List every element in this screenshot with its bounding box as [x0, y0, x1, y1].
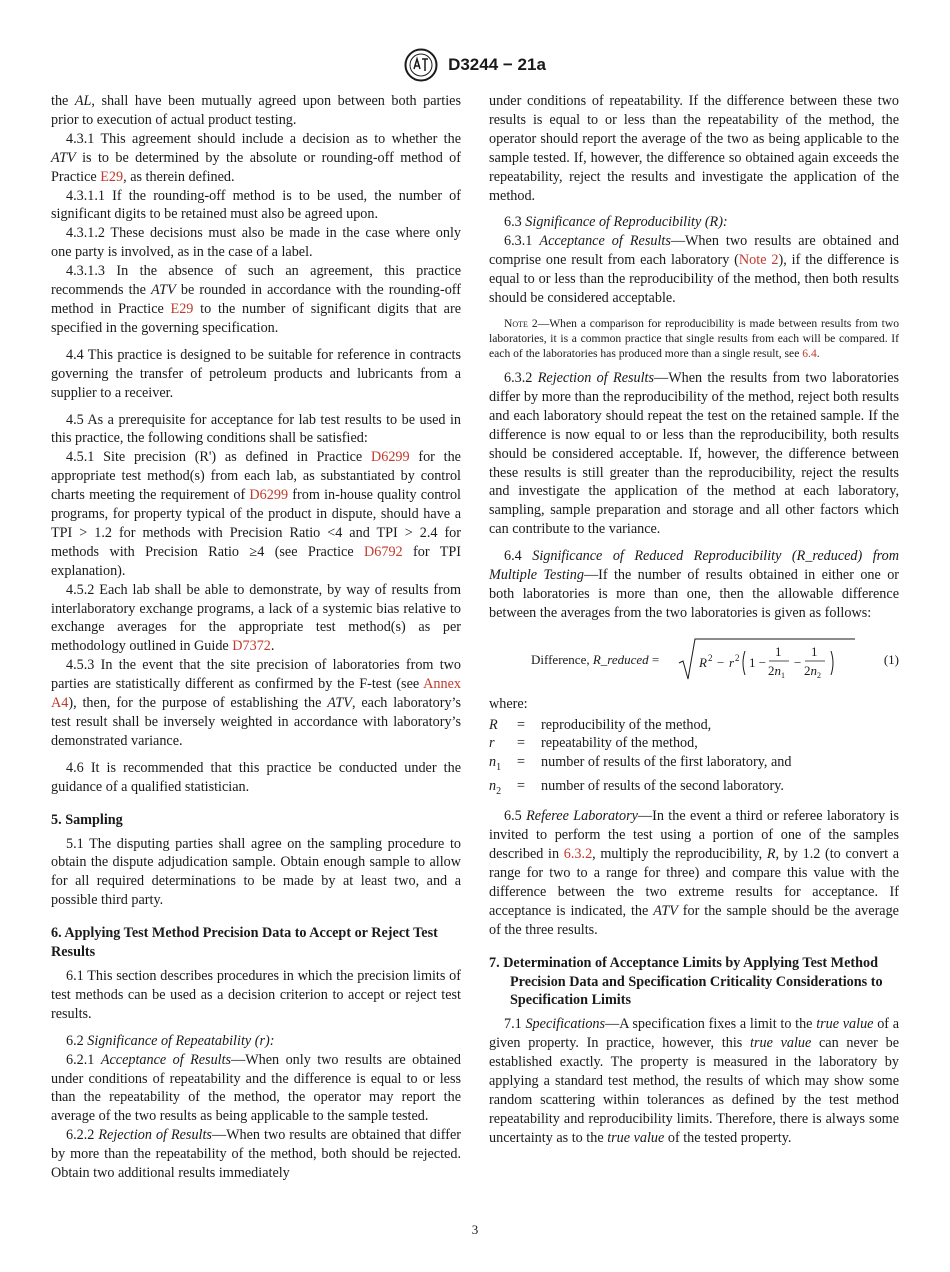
link-note-2[interactable]: Note 2 — [738, 252, 779, 269]
astm-logo-icon — [404, 48, 438, 82]
definition-equals: = — [517, 753, 526, 770]
definition-equals: = — [517, 777, 526, 794]
paragraph-6-2-2: 6.2.2 Rejection of Results—When two results are obtained that differ by more than the repeatability of the method, both should be rejected. Obtain two additional results immediately — [51, 1127, 461, 1182]
paragraph-6-3-2: 6.3.2 Rejection of Results—When the results from two laboratories differ by more than the reproducibility of the method, reject both results and each laboratory should repeat the test on the retained sample. If the difference is now equal to or less than the reproducibility, both results should be considered acceptable. If, however, the difference between these results is still greater than the reproducibility, reject the results and investigate the application of the method at each laboratory, sampling, sample preparation and storage and all other factors which can contribute to the variance. — [489, 369, 900, 538]
paragraph: under conditions of repeatability. If the difference between these two results is equal to or less than the repeatability of the method, the operator should report the average of the two as being applicable to the sample tested. If, however, the difference so obtained again exceeds the repeatability, reject the results and investigate the application of the method. — [489, 93, 899, 204]
paragraph-4-4: 4.4 This practice is designed to be suitable for reference in contracts governing the transfer of petroleum products and lubricants from a supplier to a receiver. — [51, 346, 461, 401]
definition-row — [489, 753, 899, 777]
paragraph-4-3-1-3: 4.3.1.3 In the absence of such an agreement, this practice recommends the ATV be rounded in accordance with the rounding-off method in Practice E29 to the number of significant digits that are specified in the governing specification. — [51, 263, 461, 336]
svg-text:2: 2 — [708, 652, 713, 663]
definition-symbol: R — [489, 716, 498, 733]
section-heading-5: 5. Sampling — [51, 811, 123, 828]
definition-equals: = — [517, 716, 526, 733]
link-6-4[interactable]: 6.4 — [802, 346, 817, 360]
paragraph-4-5: 4.5 As a prerequisite for acceptance for lab test results to be used in this practice, the following conditions shall be satisfied: — [51, 411, 461, 447]
svg-text:r: r — [729, 654, 735, 670]
link-d6792[interactable]: D6792 — [364, 543, 403, 560]
paragraph-7-1: 7.1 Specifications—A specification fixes a limit to the true value of a given property. In practice, however, this true value can never be established exactly. The property is measured in the laboratory by applying a standard test method, the results of which may show some random scattering within tolerances as defined by the test method repeatability and reproducibility limits. Therefore, there is always some uncertainty as to the true value of the tested property. — [489, 1016, 900, 1146]
where-label: where: — [489, 695, 528, 712]
svg-text:2n2: $2n_2$ — [804, 662, 821, 680]
link-6-3-2[interactable]: 6.3.2 — [563, 846, 593, 863]
svg-text:2: 2 — [735, 652, 740, 663]
paragraph-4-3-1-1: 4.3.1.1 If the rounding-off method is to be used, the number of significant digits to be retained must also be agreed upon. — [51, 187, 461, 223]
paragraph-4-6: 4.6 It is recommended that this practice be conducted under the guidance of a qualified statistician. — [51, 759, 461, 795]
svg-text:1 −: 1 − — [749, 654, 767, 670]
paragraph-6-1: 6.1 This section describes procedures in which the precision limits of test methods can be used as a decision criterion to accept or reject test results. — [51, 967, 461, 1022]
link-d6299[interactable]: D6299 — [249, 487, 289, 504]
definition-text: reproducibility of the method, — [541, 716, 712, 733]
section-heading-7: 7. Determination of Acceptance Limits by Applying Test Method Precision Data and Specification Criticality Considerations to Specification Limits — [489, 954, 883, 1009]
definition-equals: = — [517, 735, 526, 752]
definition-symbol: $n_1$ — [489, 753, 502, 773]
equation-1 — [489, 635, 899, 685]
paragraph-4-5-1: 4.5.1 Site precision (R') as defined in Practice D6299 for the appropriate test method(s) from each lab, as substantiated by control charts meeting the requirement of D6299 from in-house quality control programs, for property typical of the product in dispute, should have a TPI > 1.2 for methods with Precision Ratio <4 and TPI > 2.4 for methods with Precision Ratio ≥4 (see Practice D6792 for TPI explanation). — [51, 449, 461, 579]
page-header — [0, 48, 950, 82]
svg-text:1: 1 — [775, 643, 782, 659]
paragraph-4-5-2: 4.5.2 Each lab shall be able to demonstrate, by way of results from interlaboratory exchange programs, a lack of a systemic bias relative to exchange averages for the appropriate test method(s) as per methodology outlined in Guide D7372. — [51, 581, 461, 655]
svg-text:2n1: $2n_1$ — [768, 662, 785, 680]
link-e29[interactable]: E29 — [100, 168, 124, 185]
svg-text:1: 1 — [811, 643, 818, 659]
left-column — [51, 92, 461, 1183]
link-d7372[interactable]: D7372 — [232, 638, 271, 655]
definition-text: number of results of the first laboratory, and — [541, 753, 792, 770]
link-annex-a4[interactable]: Annex A4 — [51, 676, 461, 712]
definition-symbol: r — [489, 735, 495, 752]
equation-number: (1) — [883, 651, 899, 667]
right-column — [489, 92, 899, 1148]
paragraph-5-1: 5.1 The disputing parties shall agree on the sampling procedure to obtain the dispute adjudication sample. Obtain enough sample to allow for all required determinations to be made by at least two, and a possible third party. — [51, 835, 461, 909]
svg-text:−: − — [794, 654, 802, 670]
note-2: Note 2—When a comparison for reproducibility is made between results from two laboratories, it is a common practice that single results from each will be compared. If each of the laboratories has produced more than a single result, see 6.4. — [489, 316, 899, 360]
svg-text:R: R — [699, 654, 707, 670]
document-code: D3244 − 21a — [448, 55, 546, 74]
definition-row — [489, 777, 899, 801]
section-heading-6: 6. Applying Test Method Precision Data to Accept or Reject Test Results — [51, 925, 438, 961]
paragraph-6-3-1: 6.3.1 Acceptance of Results—When two results are obtained and comprise one result from each laboratory (Note 2), if the difference is equal to or less than the reproducibility of the method, then both results should be considered acceptable. — [489, 233, 899, 307]
equation-lhs: Difference, R_reduced = — [531, 651, 660, 667]
link-d6299[interactable]: D6299 — [370, 449, 410, 466]
page-number: 3 — [471, 1222, 479, 1237]
link-e29[interactable]: E29 — [170, 300, 194, 317]
paragraph-4-3-1: 4.3.1 This agreement should include a decision as to whether the ATV is to be determined by the absolute or rounding-off method of Practice E29, as therein defined. — [51, 130, 461, 185]
definition-list — [489, 716, 899, 802]
paragraph-6-2: 6.2 Significance of Repeatability (r): — [66, 1032, 275, 1049]
definition-row — [489, 716, 899, 735]
paragraph-6-5: 6.5 Referee Laboratory—In the event a third or referee laboratory is invited to perform the test using a portion of one of the samples described in 6.3.2, multiply the reproducibility, R, by 1.2 (to convert a range for two to a range for three) and compare this value with the difference between the two extreme results for acceptance. If acceptance is indicated, the ATV for the sample should be the average of the three results. — [489, 808, 899, 938]
definition-symbol: $n_2$ — [489, 777, 502, 797]
svg-text:−: − — [717, 654, 725, 670]
paragraph-4-3-1-2: 4.3.1.2 These decisions must also be made in the case where only one party is involved, as in the case of a label. — [51, 225, 461, 261]
paragraph-6-3: 6.3 Significance of Reproducibility (R): — [504, 214, 728, 231]
definition-text: number of results of the second laboratory. — [541, 777, 784, 794]
paragraph-4-5-3: 4.5.3 In the event that the site precision of laboratories from two parties are statistically different as confirmed by the F-test (see Annex A4), then, for the purpose of establishing the ATV, each laboratory’s test result shall be inversely weighted in accordance with laboratory’s demonstrated variance. — [51, 657, 462, 749]
paragraph-6-2-1: 6.2.1 Acceptance of Results—When only two results are obtained under conditions of repeatability and the difference is equal to or less than the repeatability of the method, the operator may report the average of the two results as being applicable to the sample tested. — [51, 1051, 462, 1125]
definition-row — [489, 734, 899, 753]
equation-formula — [677, 635, 857, 685]
paragraph: the AL, shall have been mutually agreed upon between both parties prior to execution of actual product testing. — [51, 93, 461, 128]
definition-text: repeatability of the method, — [541, 735, 698, 752]
paragraph-6-4: 6.4 Significance of Reduced Reproducibility (R_reduced) from Multiple Testing—If the number of results obtained in either one or both laboratories is more than one, then the allowable difference between the averages from the two laboratories is given as follows: — [489, 548, 900, 621]
